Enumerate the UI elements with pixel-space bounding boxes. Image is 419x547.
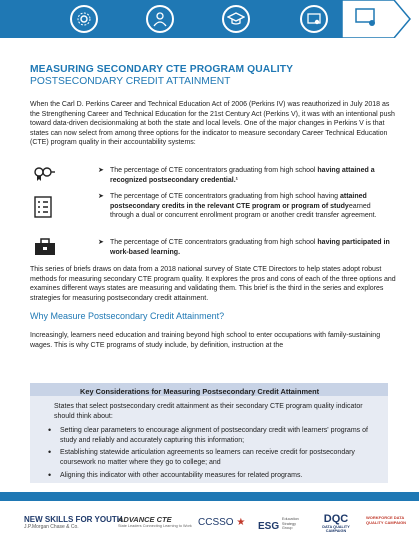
- main-content: [30, 64, 398, 148]
- option-1-bold: having attained a recognized postsecondary credential.¹: [110, 167, 375, 184]
- key-item-3: [48, 470, 380, 481]
- logo-ccsso-name: CCSSO: [198, 517, 234, 528]
- logo-new-skills-name: NEW SKILLS FOR YOUTH: [24, 515, 123, 524]
- bullet-dot-icon: •: [48, 470, 52, 480]
- graduation-cap-icon: [222, 5, 250, 33]
- arrow-bullet-icon: ➤: [98, 239, 104, 246]
- logo-workforce-name: WORKFORCE DATA QUALITY CAMPAIGN: [366, 515, 407, 525]
- logo-esg: [258, 517, 306, 532]
- logo-advance-cte-sub: State Leaders Connecting Learning to Work: [118, 524, 192, 528]
- logo-new-skills-sub: J.P.Morgan Chase & Co.: [24, 524, 79, 530]
- key-item-1-text: Setting clear parameters to encourage alignment of postsecondary credit with learners' programs of study and reliably and accurately capturing this information;: [60, 427, 368, 444]
- key-considerations-box: [30, 383, 388, 483]
- series-paragraph: This series of briefs draws on data from a 2018 national survey of State CTE Directors to help states adopt robust methods for measuring secondary CTE program quality. It explores the pros and cons of each of the three options and examines different ways states are measuring and validating them. This brief is the third in the series and explores strategies for measuring postsecondary credit attainment.: [30, 266, 396, 302]
- option-2-tail: earned through a dual or concurrent enrollment program or another credit transfer agreement.: [110, 202, 377, 220]
- banner-arrow-shape: [342, 0, 412, 38]
- certificate-icon: [300, 5, 328, 33]
- briefcase-icon: [34, 238, 56, 256]
- logo-esg-sub: Education Strategy Group: [281, 517, 299, 530]
- checklist-icon: [34, 196, 56, 214]
- logo-esg-name: ESG: [258, 521, 280, 532]
- footer-logos: [0, 509, 419, 547]
- key-item-2-text: Establishing statewide articulation agreements so learners can receive credit for postsecondary coursework no matter where they go to college; and: [60, 449, 355, 466]
- key-title: Key Considerations for Measuring Postsecondary Credit Attainment: [80, 387, 320, 396]
- logo-dqc-sub: DATA QUALITY CAMPAIGN: [322, 525, 350, 533]
- option-2-text: The percentage of CTE concentrators graduating from high school having: [110, 193, 340, 200]
- key-item-3-text: Aligning this indicator with other accountability measures for related programs.: [60, 472, 303, 479]
- bullet-dot-icon: •: [48, 425, 52, 435]
- gear-icon: [70, 5, 98, 33]
- key-item-2: [48, 447, 380, 467]
- option-2-bold: attained postsecondary credits in the relevant CTE program or program of study: [110, 193, 367, 210]
- option-3: [98, 238, 390, 257]
- arrow-bullet-icon: ➤: [98, 193, 104, 200]
- option-3-text: The percentage of CTE concentrators graduating from high school: [110, 239, 318, 246]
- person-icon: [146, 5, 174, 33]
- logo-dqc: [316, 513, 356, 533]
- star-icon: ★: [236, 517, 246, 528]
- page-subtitle: POSTSECONDARY CREDIT ATTAINMENT: [30, 76, 231, 87]
- key-item-1: [48, 425, 380, 445]
- logo-new-skills-for-youth: [24, 515, 123, 530]
- why-paragraph: Increasingly, learners need education and training beyond high school to enter occupations with family-sustaining wages. This is why CTE programs of study include, by definition, instruction at the: [30, 332, 381, 349]
- logo-dqc-name: DQC: [323, 513, 349, 525]
- certificate-icon: [34, 166, 56, 184]
- option-3-bold: having participated in work-based learning.: [110, 239, 390, 256]
- series-section: [30, 265, 398, 351]
- logo-ccsso: [198, 517, 245, 528]
- option-2: [98, 192, 390, 221]
- option-1: [98, 166, 390, 185]
- why-heading: Why Measure Postsecondary Credit Attainment?: [30, 311, 225, 322]
- top-banner: [0, 0, 419, 42]
- footer-bar: [0, 492, 419, 501]
- page-title: MEASURING SECONDARY CTE PROGRAM QUALITY: [30, 64, 294, 75]
- logo-advance-cte: [118, 515, 192, 528]
- arrow-bullet-icon: ➤: [98, 167, 104, 174]
- logo-advance-cte-name: ADVANCE CTE: [118, 515, 172, 524]
- logo-workforce-dqc: [366, 515, 412, 525]
- key-intro: States that select postsecondary credit attainment as their secondary CTE program quality indicator should think about:: [54, 403, 363, 420]
- bullet-dot-icon: •: [48, 447, 52, 457]
- intro-paragraph: When the Carl D. Perkins Career and Technical Education Act of 2006 (Perkins IV) was reauthorized in July 2018 as the Strengthening Career and Technical Education for the 21st Century Act (Perkins V), it was with an intentional push toward data-driven decisionmaking at both the state and local levels. One of the major changes in Perkins V is that states can now select from among three options for the indicator to measure secondary Career Technical Education (CTE) program quality in their accountability systems:: [30, 101, 395, 147]
- option-1-text: The percentage of CTE concentrators graduating from high school: [110, 167, 318, 174]
